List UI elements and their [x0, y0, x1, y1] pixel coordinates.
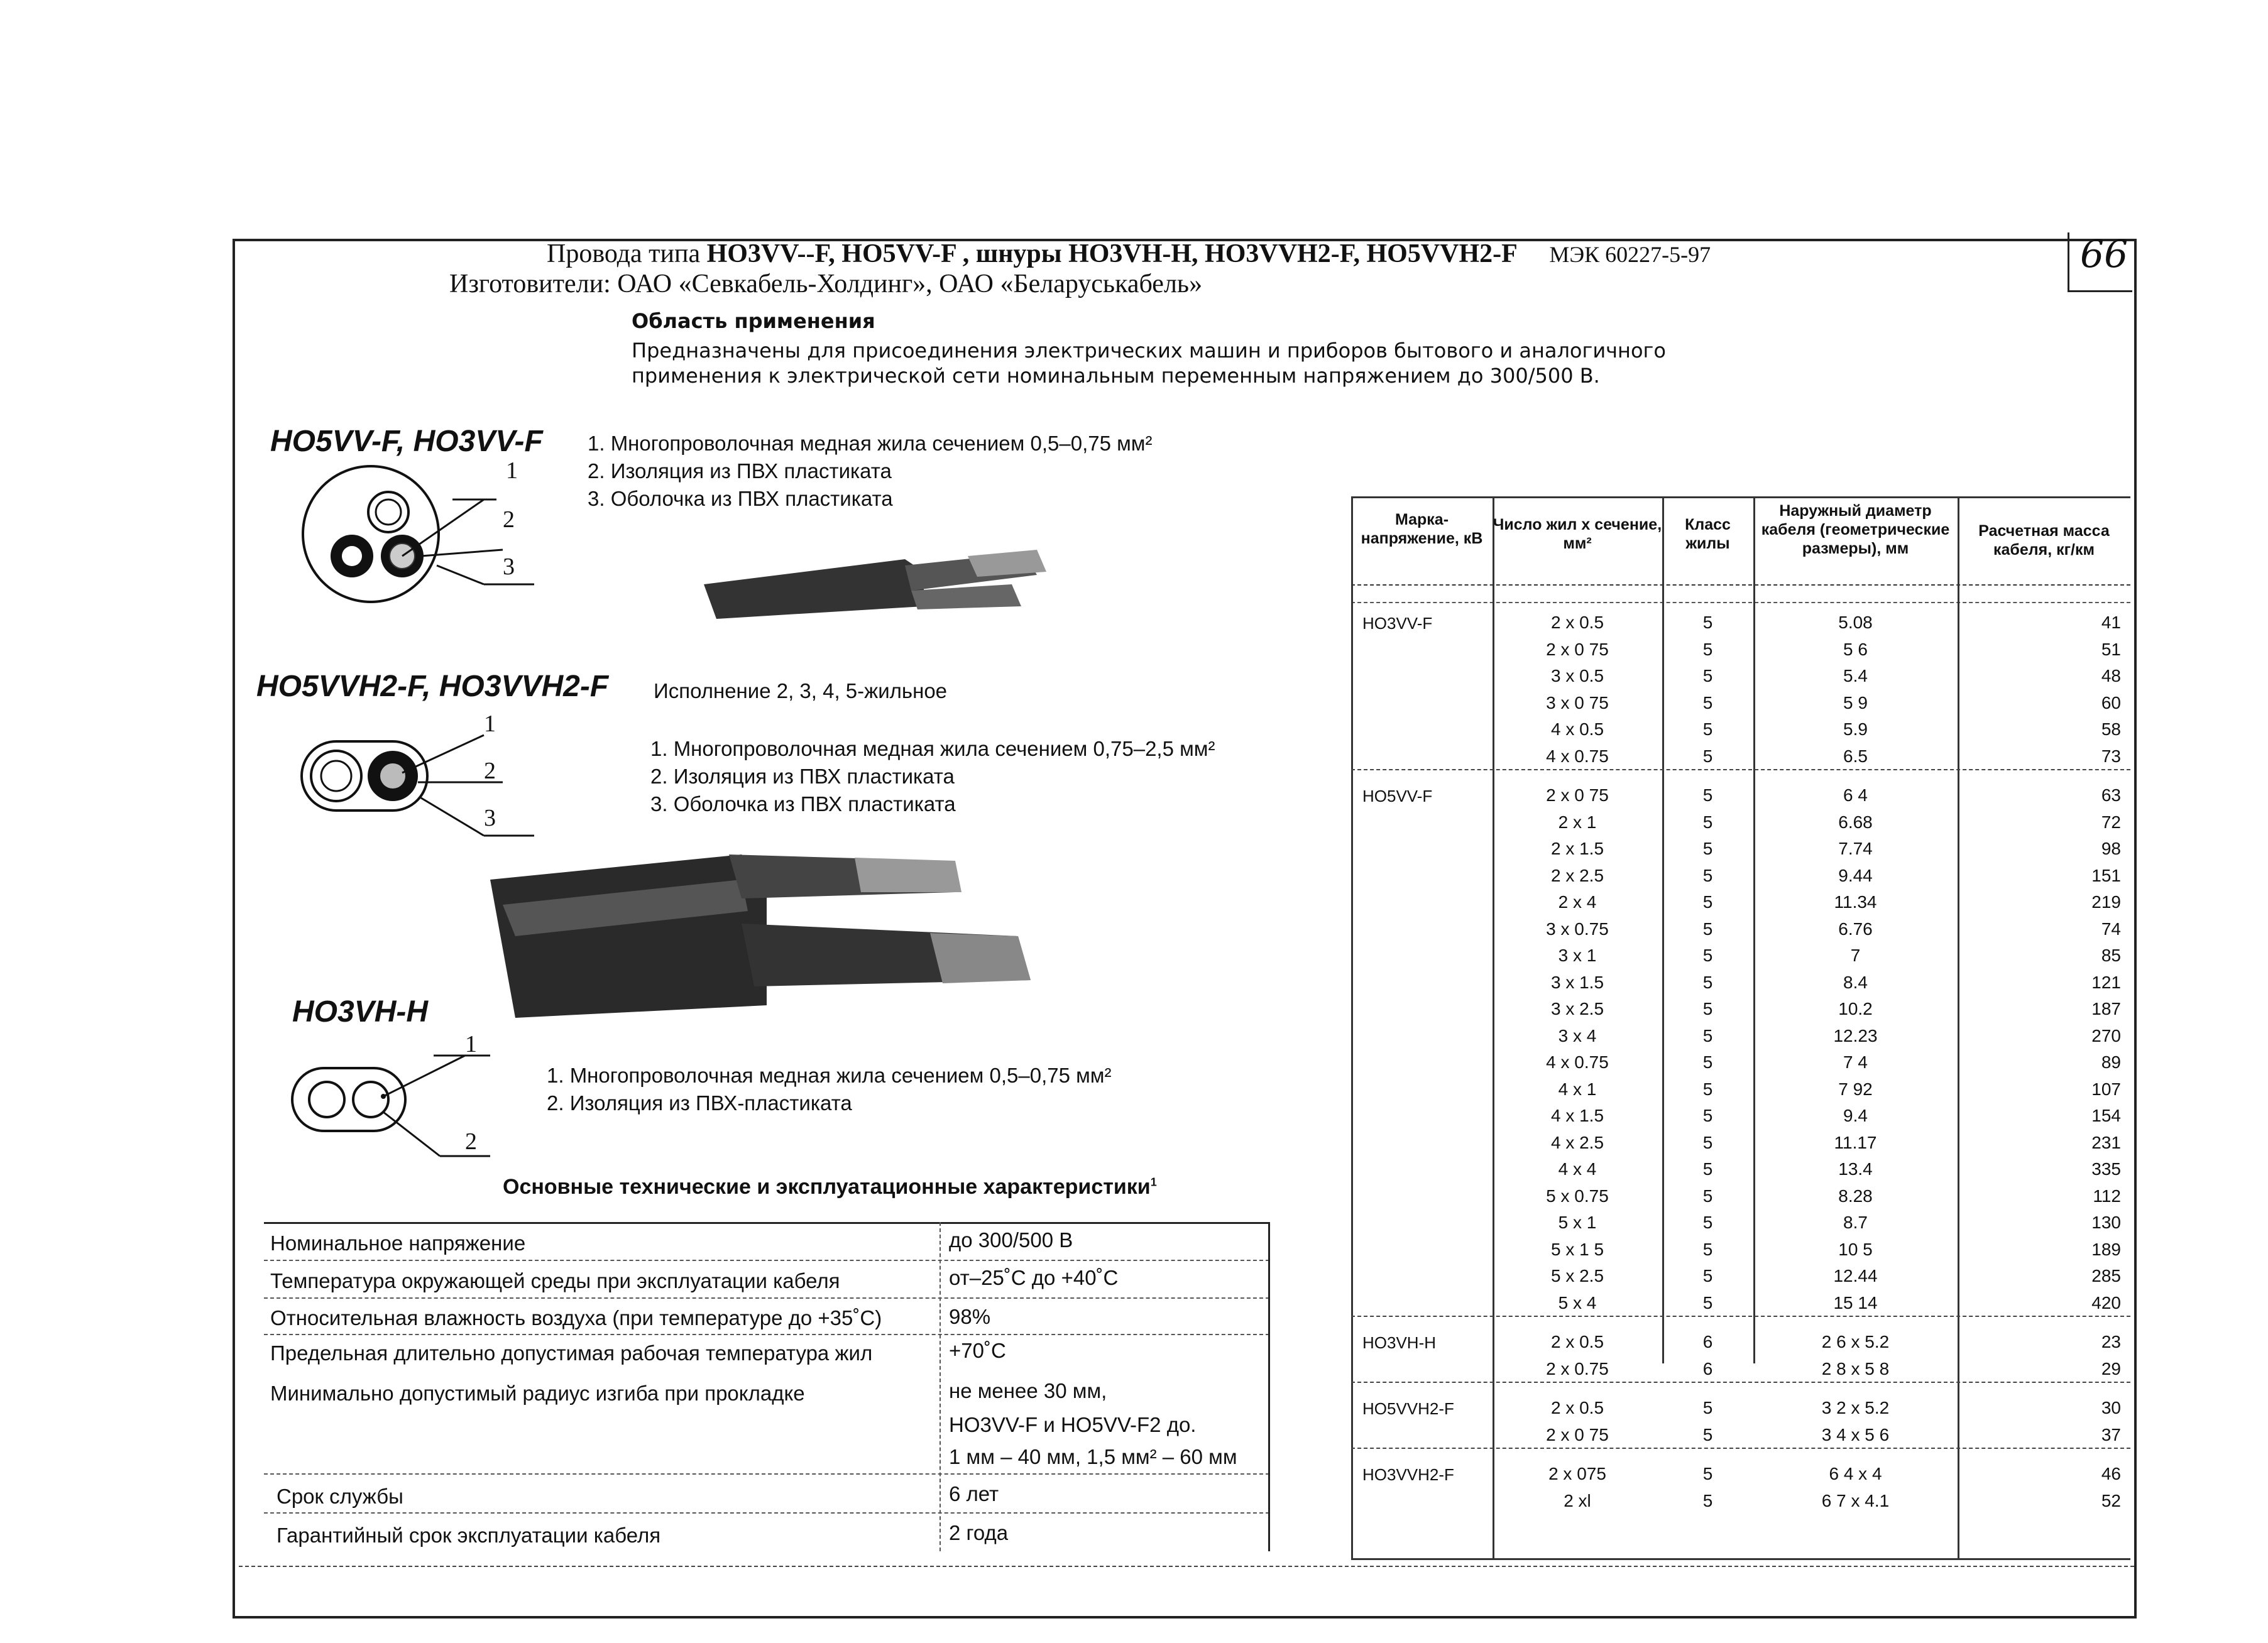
- cell-class: 5: [1702, 839, 1713, 858]
- cell-diameter: 7 4: [1843, 1052, 1868, 1072]
- cell-cores: 5 x 1: [1558, 1213, 1597, 1232]
- cell-mass: 121: [2091, 972, 2121, 992]
- cell-mass: 51: [2101, 639, 2121, 659]
- cell-diameter: 5 9: [1843, 692, 1868, 712]
- cell-cores: 3 x 4: [1558, 1025, 1597, 1045]
- core-left: [311, 751, 361, 801]
- cell-mass: 420: [2091, 1292, 2121, 1313]
- cell-class: 5: [1702, 746, 1713, 766]
- specs-title: Основные технические и эксплуатационные характеристики$^1$: [503, 1175, 1157, 1199]
- cell-diameter: 3 2 x 5.2: [1821, 1398, 1890, 1417]
- cell-mass: 89: [2101, 1052, 2121, 1072]
- cell-cores: 2 x 1: [1558, 812, 1597, 832]
- cell-diameter: 6 7 x 4.1: [1821, 1490, 1890, 1510]
- title-standard: МЭК 60227-5-97: [1549, 242, 1711, 267]
- cell-class: 5: [1702, 1052, 1713, 1072]
- group-name: НО3VVН2-F: [1362, 1465, 1454, 1484]
- cell-cores: 2 x 0.75: [1546, 1358, 1609, 1378]
- cell-mass: 29: [2101, 1358, 2121, 1378]
- section3-model: НО3VН-Н: [292, 995, 429, 1029]
- cell-diameter: 13.4: [1838, 1159, 1873, 1179]
- page-frame-right: [2134, 239, 2137, 1618]
- cell-mass: 335: [2091, 1159, 2121, 1179]
- cell-cores: 2 x 0 75: [1546, 1424, 1609, 1444]
- cell-diameter: 8.4: [1843, 972, 1868, 992]
- cell-mass: 285: [2091, 1266, 2121, 1285]
- list-item: 2. Изоляция из ПВХ пластиката: [588, 459, 892, 483]
- title-models: НО3VV--F, НО5VV-F ,: [706, 239, 970, 268]
- cell-class: 5: [1702, 1079, 1713, 1099]
- cell-class: 5: [1702, 1106, 1713, 1125]
- page-frame-left: [233, 239, 235, 1618]
- cell-class: 5: [1702, 1239, 1713, 1259]
- page-inner-rule: [239, 1566, 2134, 1567]
- cell-mass: 74: [2101, 919, 2121, 939]
- cell-diameter: 5.9: [1843, 719, 1868, 739]
- specs-row: Гарантийный срок эксплуатации кабеля 2 года: [277, 1521, 1009, 1547]
- cell-diameter: 10.2: [1838, 999, 1873, 1018]
- cell-mass: 85: [2101, 946, 2121, 965]
- cell-mass: 270: [2091, 1025, 2121, 1045]
- cell-mass: 219: [2091, 892, 2121, 912]
- cell-class: 5: [1702, 1464, 1713, 1483]
- cell-diameter: 6.68: [1838, 812, 1873, 832]
- group-divider: [1351, 769, 2130, 770]
- cable-data-table: [1351, 496, 2130, 1558]
- cell-class: 5: [1702, 946, 1713, 965]
- cell-mass: 63: [2101, 785, 2121, 805]
- core-left-inner: [342, 546, 362, 566]
- core-upper: [368, 492, 408, 532]
- cell-diameter: 5.4: [1843, 666, 1868, 685]
- page-title: [547, 239, 1711, 269]
- cell-cores: 2 x 0.5: [1550, 1398, 1604, 1417]
- cell-cores: 4 x 0.75: [1546, 746, 1609, 766]
- cell-diameter: 15 14: [1833, 1292, 1878, 1313]
- cell-mass: 72: [2101, 812, 2121, 832]
- callout-2: 2: [503, 506, 515, 533]
- cell-cores: 3 x 0 75: [1546, 692, 1609, 712]
- col-header-class: Класс жилы: [1685, 516, 1731, 552]
- section2-parts-list: [650, 735, 1215, 818]
- section3-parts-list: [547, 1062, 1111, 1117]
- cell-cores: 3 x 1.5: [1550, 972, 1604, 992]
- cell-class: 5: [1702, 692, 1713, 712]
- cell-mass: 23: [2101, 1332, 2121, 1351]
- cell-diameter: 6 4 x 4: [1829, 1464, 1882, 1483]
- cell-diameter: 7: [1850, 946, 1861, 965]
- callout-2: 2: [484, 758, 496, 784]
- specs-row: Срок службы 6 лет: [264, 1473, 1269, 1514]
- group-name: НО5VVН2-F: [1362, 1399, 1454, 1418]
- callout-1: 1: [465, 1031, 477, 1057]
- specs-row: Минимально допустимый радиус изгиба при прокладке не менее 30 мм, НО3VV-F и НО5VV-F2 до. 1 мм – 40 мм, 1,5 мм² – 60 мм: [264, 1367, 1269, 1475]
- section2-cross-section-diagram: [295, 710, 559, 842]
- cell-class: 5: [1702, 865, 1713, 885]
- callout-3: 3: [484, 805, 496, 831]
- cell-mass: 187: [2091, 999, 2121, 1018]
- cell-cores: 3 x 0.75: [1546, 919, 1609, 939]
- specs-row: Относительная влажность воздуха (при температуре до +35˚С) 98%: [264, 1297, 1269, 1335]
- cell-diameter: 6.5: [1843, 746, 1868, 766]
- cell-class: 5: [1702, 1186, 1713, 1206]
- cell-diameter: 7 92: [1838, 1079, 1873, 1099]
- callout-2: 2: [465, 1128, 477, 1155]
- page-number: 66: [2080, 232, 2128, 276]
- cell-cores: 5 x 2.5: [1550, 1266, 1604, 1285]
- list-item: 1. Многопроволочная медная жила сечением 0,5–0,75 мм²: [588, 432, 1153, 455]
- callout-3: 3: [503, 554, 515, 580]
- cell-diameter: 9.4: [1843, 1106, 1868, 1125]
- leader-2: [383, 1112, 440, 1156]
- cell-class: 6: [1702, 1358, 1713, 1378]
- cell-class: 5: [1702, 1213, 1713, 1232]
- cell-class: 5: [1702, 613, 1713, 632]
- cell-cores: 3 x 1: [1558, 946, 1597, 965]
- cell-cores: 2 x 0.5: [1550, 1332, 1604, 1351]
- cell-mass: 154: [2091, 1106, 2121, 1125]
- cell-class: 5: [1702, 919, 1713, 939]
- cell-mass: 60: [2101, 692, 2121, 712]
- cell-cores: 5 x 0.75: [1546, 1186, 1609, 1206]
- cell-cores: 2 x 2.5: [1550, 865, 1604, 885]
- cell-diameter: 11.17: [1834, 1132, 1877, 1152]
- callout-1: 1: [506, 457, 518, 484]
- cell-cores: 4 x 2.5: [1550, 1132, 1604, 1152]
- list-item: 1. Многопроволочная медная жила сечением 0,5–0,75 мм²: [547, 1064, 1112, 1087]
- cell-diameter: 8.7: [1843, 1213, 1868, 1232]
- cell-cores: 2 x 075: [1548, 1464, 1606, 1483]
- specs-row: Предельная длительно допустимая рабочая температура жил +70˚С: [270, 1339, 1006, 1365]
- cell-mass: 231: [2091, 1132, 2121, 1152]
- cell-mass: 46: [2101, 1464, 2121, 1483]
- section1-cable-photo: [698, 547, 1049, 628]
- cell-cores: 2 x 1.5: [1550, 839, 1604, 858]
- cell-cores: 5 x 4: [1558, 1292, 1597, 1313]
- leader-1: [402, 499, 484, 556]
- list-item: 2. Изоляция из ПВХ пластиката: [650, 765, 955, 788]
- group-divider: [1351, 1448, 2130, 1449]
- cell-diameter: 12.44: [1833, 1266, 1878, 1285]
- list-item: 3. Оболочка из ПВХ пластиката: [588, 487, 893, 510]
- cell-cores: 3 x 0.5: [1550, 666, 1604, 685]
- cell-class: 5: [1702, 972, 1713, 992]
- group-name: НО3VН-Н: [1362, 1333, 1437, 1352]
- sheath-circle: [303, 466, 439, 602]
- cell-diameter: 11.34: [1834, 892, 1877, 912]
- cell-class: 5: [1702, 1266, 1713, 1285]
- cell-diameter: 12.23: [1833, 1025, 1878, 1045]
- application-text: Предназначены для присоединения электрических машин и приборов бытового и аналогичного применения к электрической сети номинальным переменным напряжением до 300/500 В.: [632, 339, 1666, 388]
- specs-row: Температура окружающей среды при эксплуатации кабеля от–25˚С до +40˚С: [264, 1260, 1269, 1299]
- cell-mass: 52: [2101, 1490, 2121, 1510]
- cell-diameter: 3 4 x 5 6: [1821, 1424, 1890, 1444]
- cell-class: 5: [1702, 1490, 1713, 1510]
- cell-cores: 2 x 0.5: [1550, 613, 1604, 632]
- specs-title-footnote: 1: [1150, 1176, 1157, 1189]
- cell-diameter: 5.08: [1838, 613, 1873, 632]
- cell-cores: 3 x 2.5: [1550, 999, 1604, 1018]
- cell-mass: 73: [2101, 746, 2121, 766]
- cell-mass: 98: [2101, 839, 2121, 858]
- col-header-diameter: Наружный диаметр кабеля (геометрические размеры), мм: [1761, 502, 1950, 557]
- col-header-brand: Марка-напряжение, кВ: [1361, 511, 1483, 547]
- cell-diameter: 5 6: [1843, 639, 1868, 659]
- cable-sheath: [490, 854, 767, 1018]
- cell-class: 5: [1702, 1159, 1713, 1179]
- cell-mass: 41: [2101, 613, 2121, 632]
- cell-class: 5: [1702, 785, 1713, 805]
- list-item: 1. Многопроволочная медная жила сечением 0,75–2,5 мм²: [650, 737, 1215, 760]
- cell-mass: 151: [2091, 865, 2121, 885]
- cable-strands-1: [855, 858, 961, 892]
- cell-class: 5: [1702, 892, 1713, 912]
- cell-mass: 48: [2101, 666, 2121, 685]
- core-right: [353, 1082, 388, 1117]
- cell-class: 5: [1702, 639, 1713, 659]
- cell-class: 5: [1702, 1132, 1713, 1152]
- core-left: [309, 1082, 344, 1117]
- cell-class: 5: [1702, 1424, 1713, 1444]
- cell-diameter: 2 8 x 5 8: [1821, 1358, 1890, 1378]
- cell-diameter: 10 5: [1838, 1239, 1873, 1259]
- cell-cores: 2 x 0 75: [1546, 639, 1609, 659]
- cell-class: 5: [1702, 666, 1713, 685]
- cell-diameter: 8.28: [1838, 1186, 1873, 1206]
- leader-3: [421, 798, 484, 836]
- cable-sheath: [704, 559, 924, 619]
- group-divider: [1351, 1382, 2130, 1383]
- group-name: НО3VV-F: [1362, 614, 1433, 633]
- leader-3: [437, 565, 484, 584]
- cell-diameter: 6.76: [1838, 919, 1873, 939]
- application-heading: Область применения: [632, 309, 875, 333]
- leader-2: [421, 550, 503, 556]
- section2-cable-photo: [478, 842, 1043, 1030]
- manufacturers: Изготовители: ОАО «Севкабель-Холдинг», ОАО «Беларуськабель»: [449, 270, 1203, 298]
- cell-diameter: 7.74: [1838, 839, 1873, 858]
- section2-model: НО5VVН2-F, НО3VVН2-F: [256, 670, 609, 703]
- cell-class: 5: [1702, 719, 1713, 739]
- cell-cores: 4 x 1: [1558, 1079, 1597, 1099]
- callout-1: 1: [484, 711, 496, 737]
- title-prefix: Провода типа: [547, 239, 701, 268]
- cell-cores: 2 x 4: [1558, 892, 1597, 912]
- cell-mass: 130: [2091, 1213, 2121, 1232]
- leader-1: [402, 735, 484, 773]
- cell-cores: 2 xl: [1564, 1490, 1591, 1510]
- core-upper-inner: [376, 499, 401, 525]
- cell-mass: 58: [2101, 719, 2121, 739]
- cell-cores: 5 x 1 5: [1550, 1239, 1604, 1259]
- cell-mass: 107: [2091, 1079, 2121, 1099]
- cell-mass: 189: [2091, 1239, 2121, 1259]
- cell-class: 5: [1702, 999, 1713, 1018]
- section1-parts-list: [588, 430, 1152, 513]
- page-frame-bottom: [233, 1616, 2137, 1618]
- cell-mass: 37: [2101, 1424, 2121, 1444]
- cell-class: 6: [1702, 1332, 1713, 1351]
- cell-diameter: 9.44: [1838, 865, 1873, 885]
- cell-cores: 4 x 4: [1558, 1159, 1597, 1179]
- cell-cores: 2 x 0 75: [1546, 785, 1609, 805]
- cell-class: 5: [1702, 1398, 1713, 1417]
- cell-class: 5: [1702, 1292, 1713, 1313]
- list-item: 3. Оболочка из ПВХ пластиката: [650, 792, 956, 816]
- cell-mass: 112: [2093, 1186, 2121, 1206]
- section1-model: НО5VV-F, НО3VV-F: [270, 425, 543, 458]
- cell-diameter: 6 4: [1843, 785, 1868, 805]
- section2-note: Исполнение 2, 3, 4, 5-жильное: [654, 679, 948, 702]
- title-cords: НО3VН-Н, НО3VVН2-F, НО5VVН2-F: [1068, 239, 1518, 268]
- col-header-cores: Число жил х сечение, мм²: [1493, 516, 1662, 552]
- cell-class: 5: [1702, 812, 1713, 832]
- group-name: НО5VV-F: [1362, 787, 1433, 805]
- specs-row: Номинальное напряжение до 300/500 В: [264, 1222, 1269, 1261]
- title-cords-word: шнуры: [975, 239, 1062, 268]
- col-header-mass: Расчетная масса кабеля, кг/км: [1978, 522, 2110, 559]
- cell-cores: 4 x 0.75: [1546, 1052, 1609, 1072]
- cell-mass: 30: [2101, 1398, 2121, 1417]
- list-item: 2. Изоляция из ПВХ-пластиката: [547, 1091, 852, 1115]
- cell-cores: 4 x 1.5: [1550, 1106, 1604, 1125]
- cable-strands-2: [930, 933, 1031, 983]
- cell-cores: 4 x 0.5: [1550, 719, 1604, 739]
- cell-diameter: 2 6 x 5.2: [1821, 1332, 1890, 1351]
- group-divider: [1351, 1316, 2130, 1317]
- cell-class: 5: [1702, 1025, 1713, 1045]
